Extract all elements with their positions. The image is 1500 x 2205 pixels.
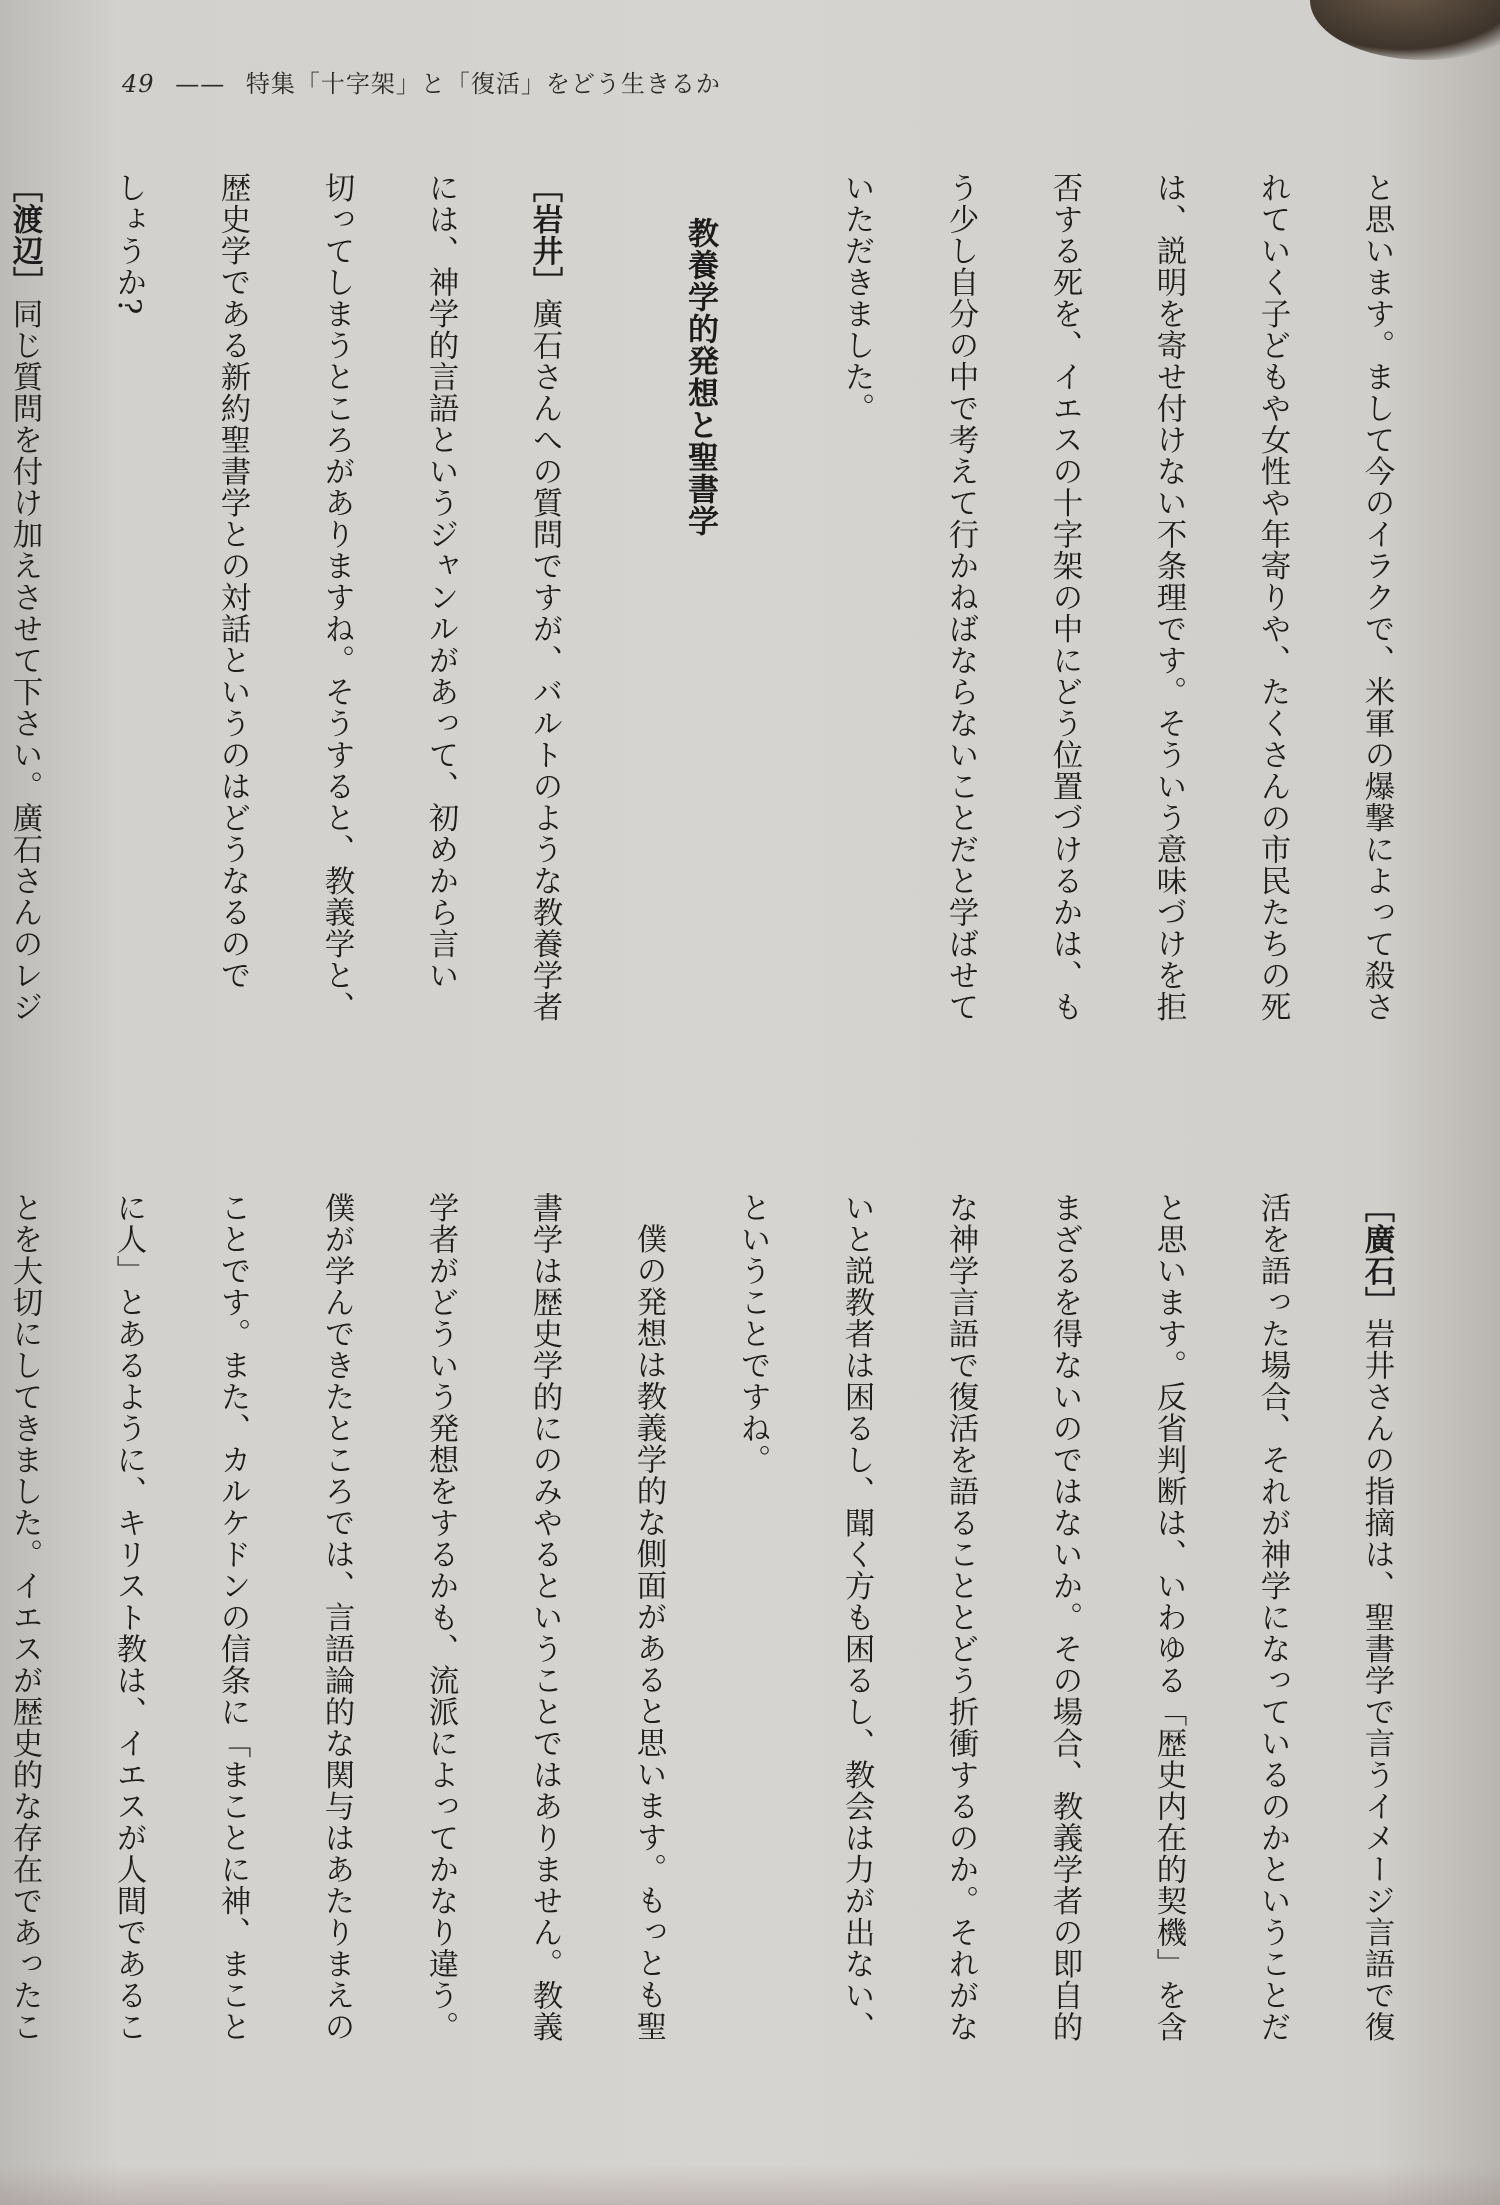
speech-first-line: [0, 172, 50, 1152]
upper-text-block: [0, 172, 1454, 1152]
speaker-label: ［岩井］: [527, 172, 562, 298]
text-column: には、神学的言語というジャンルがあって、初めから言い: [423, 172, 458, 991]
page-number: 49: [122, 70, 155, 98]
text-column: ということですね。: [735, 1192, 770, 1476]
text-column: 歴史学である新約聖書学との対話というのはどうなるので: [215, 172, 250, 991]
text-column: と思います。まして今のイラクで、米軍の爆撃によって殺さ: [1359, 172, 1394, 1023]
text-column: 否する死を、イエスの十字架の中にどう位置づけるかは、も: [1047, 172, 1082, 1023]
text-column: いただきました。: [839, 172, 874, 424]
text-column: 学者がどういう発想をするかも、流派によってかなり違う。: [423, 1192, 458, 2043]
text-column: しょうか?: [111, 172, 146, 316]
lower-text-block: [0, 1192, 1454, 2152]
text-column: は、説明を寄せ付けない不条理です。そういう意味づけを拒: [1151, 172, 1186, 1023]
text-column: 僕が学んできたところでは、言語論的な関与はあたりまえの: [319, 1192, 354, 2043]
text-run: 岩井さんの指摘は、聖書学で言うイメージ言語で復: [1359, 1318, 1394, 2043]
text-column: う少し自分の中で考えて行かねばならないことだと学ばせて: [943, 172, 978, 1023]
section-heading: 教養学的発想と聖書学: [682, 217, 718, 537]
speaker-label: ［廣石］: [1359, 1192, 1394, 1318]
text-run: 廣石さんへの質問ですが、バルトのような教養学者: [527, 298, 562, 1023]
text-column: いと説教者は困るし、聞く方も困るし、教会は力が出ない、: [839, 1192, 874, 2043]
bottom-shadow: [0, 2165, 1500, 2205]
speaker-label: ［渡辺］: [7, 172, 42, 298]
text-column: 書学は歴史学的にのみやるということではありません。教義: [527, 1192, 562, 2043]
text-column: まざるを得ないのではないか。その場合、教義学者の即自的: [1047, 1192, 1082, 2043]
running-head-title: 特集「十字架」と「復活」をどう生きるか: [245, 70, 721, 98]
running-head: [122, 64, 721, 99]
text-column: と思います。反省判断は、いわゆる「歴史内在的契機」を含: [1151, 1192, 1186, 2043]
speech-first-line: [1350, 1192, 1402, 2152]
text-column: な神学言語で復活を語ることとどう折衝するのか。それがな: [943, 1192, 978, 2043]
text-column: に人」とあるように、キリスト教は、イエスが人間であるこ: [111, 1192, 146, 2043]
text-run: 同じ質問を付け加えさせて下さい。廣石さんのレジ: [7, 298, 42, 1023]
paragraph-first-line: 僕の発想は教義学的な側面があると思います。もっとも聖: [631, 1223, 666, 2042]
text-column: ことです。また、カルケドンの信条に「まことに神、まこと: [215, 1192, 250, 2043]
text-column: とを大切にしてきました。イエスが歴史的な存在であったこ: [7, 1192, 42, 2043]
text-column: 切ってしまうところがありますね。そうすると、教義学と、: [319, 172, 354, 1023]
corner-shadow: [1310, 0, 1500, 60]
text-column: れていく子どもや女性や年寄りや、たくさんの市民たちの死: [1255, 172, 1290, 1023]
running-head-dash: ——: [175, 70, 226, 98]
text-column: 活を語った場合、それが神学になっているのかということだ: [1255, 1192, 1290, 2043]
speech-first-line: [518, 172, 570, 1152]
